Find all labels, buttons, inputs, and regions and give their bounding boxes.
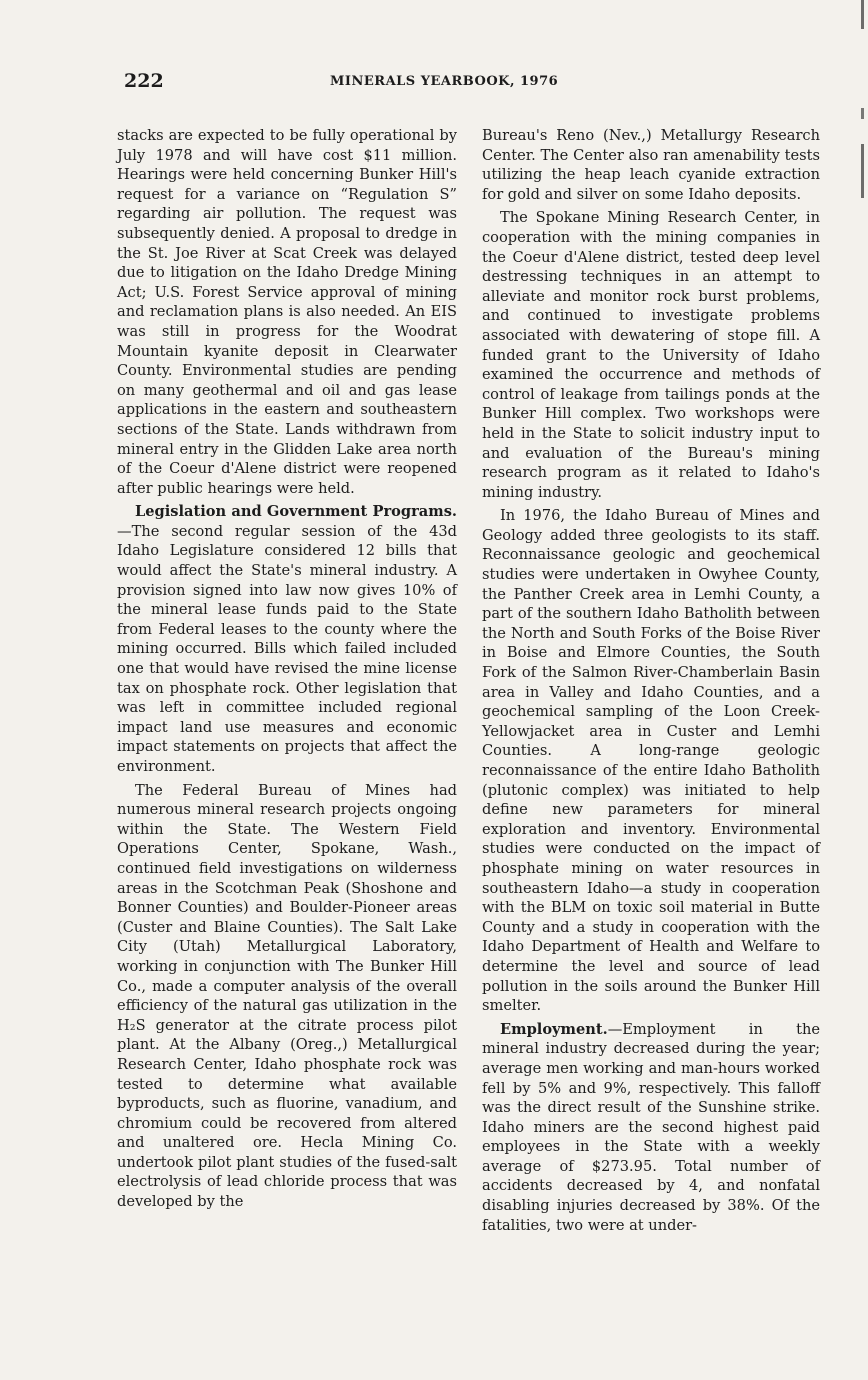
page-number: 222 [124, 70, 164, 92]
scan-edge-mark [861, 0, 864, 360]
left-column [117, 126, 457, 1212]
paragraph-text: —The second regular session of the 43d Idaho Legislature considered 12 bills that would affect the State's mineral industry. A provision signed into law now gives 10% of the mineral lease funds paid to the State from Federal leases to the county where the mining occurred. Bills which failed included one that would have revised the mine license tax on phosphate rock. Other legislation that was left in committee included regional impact land use measures and economic impact statements on projects that affect the environment. [117, 522, 457, 775]
paragraph-legislation [117, 502, 457, 776]
paragraph: Bureau's Reno (Nev.,) Metallurgy Research Center. The Center also ran amenability tests utilizing the heap leach cyanide extraction for gold and silver on some Idaho deposits. [482, 127, 820, 203]
section-heading-legislation: Legislation and Government Programs. [135, 503, 457, 521]
paragraph-text: —Employment in the mineral industry decreased during the year; average men working and man-hours worked fell by 5% and 9%, respectively. This falloff was the direct result of the Sunshine strike. Idaho miners are the second highest paid employees in the State with a weekly average of $273.95. Total number of accidents decreased by 4, and nonfatal disabling injuries decreased by 38%. Of the fatalities, two were at under- [482, 1020, 820, 1234]
paragraph: stacks are expected to be fully operational by July 1978 and will have cost $11 million. Hearings were held concerning Bunker Hill's request for a variance on “Regulation S” regarding air pollution. The request was subsequently denied. A proposal to dredge in the St. Joe River at Scat Creek was delayed due to litigation on the Idaho Dredge Mining Act; U.S. Forest Service approval of mining and reclamation plans is also needed. An EIS was still in progress for the Woodrat Mountain kyanite deposit in Clearwater County. Environmental studies are pending on many geothermal and oil and gas lease applications in the eastern and southeastern sections of the State. Lands withdrawn from mineral entry in the Glidden Lake area north of the Coeur d'Alene district were reopened after public hearings were held. [117, 127, 457, 497]
right-column [482, 126, 820, 1235]
paragraph: The Spokane Mining Research Center, in cooperation with the mining companies in the Coeur d'Alene district, tested deep level destressing techniques in an attempt to alleviate and monitor rock burst problems, and continued to investigate problems associated with dewatering of stope fill. A funded grant to the University of Idaho examined the occurrence and methods of control of leakage from tailings ponds at the Bunker Hill complex. Two workshops were held in the State to solicit industry input to and evaluation of the Bureau's mining research program as it related to Idaho's mining industry. [482, 209, 820, 501]
paragraph: The Federal Bureau of Mines had numerous mineral research projects ongoing within the State. The Western Field Operations Center, Spokane, Wash., continued field investigations on wilderness areas in the Scotchman Peak (Shoshone and Bonner Counties) and Boulder-Pioneer areas (Custer and Blaine Counties). The Salt Lake City (Utah) Metallurgical Laboratory, working in conjunction with The Bunker Hill Co., made a computer analysis of the overall efficiency of the natural gas utilization in the H₂S generator at the citrate process pilot plant. At the Albany (Oreg.,) Metallurgical Research Center, Idaho phosphate rock was tested to determine what available byproducts, such as fluorine, vanadium, and chromium could be recovered from altered and unaltered ore. Hecla Mining Co. undertook pilot plant studies of the fused-salt electrolysis of lead chloride process that was developed by the [117, 781, 457, 1211]
running-head: MINERALS YEARBOOK, 1976 [330, 74, 559, 89]
section-heading-employment: Employment. [500, 1020, 608, 1038]
paragraph-employment [482, 1020, 820, 1236]
paragraph: In 1976, the Idaho Bureau of Mines and Geology added three geologists to its staff. Reconnaissance geologic and geochemical studies were undertaken in Owyhee County, the Panther Creek area in Lemhi County, a part of the southern Idaho Batholith between the North and South Forks of the Boise River in Boise and Elmore Counties, the South Fork of the Salmon River-Chamberlain Basin area in Valley and Idaho Counties, and a geochemical sampling of the Loon Creek-Yellowjacket area in Custer and Lemhi Counties. A long-range geologic reconnaissance of the entire Idaho Batholith (plutonic complex) was initiated to help define new parameters for mineral exploration and inventory. Environmental studies were conducted on the impact of phosphate mining on water resources in southeastern Idaho—a study in cooperation with the BLM on toxic soil material in Butte County and a study in cooperation with the Idaho Department of Health and Welfare to determine the level and source of lead pollution in the soils around the Bunker Hill smelter. [482, 507, 820, 1015]
